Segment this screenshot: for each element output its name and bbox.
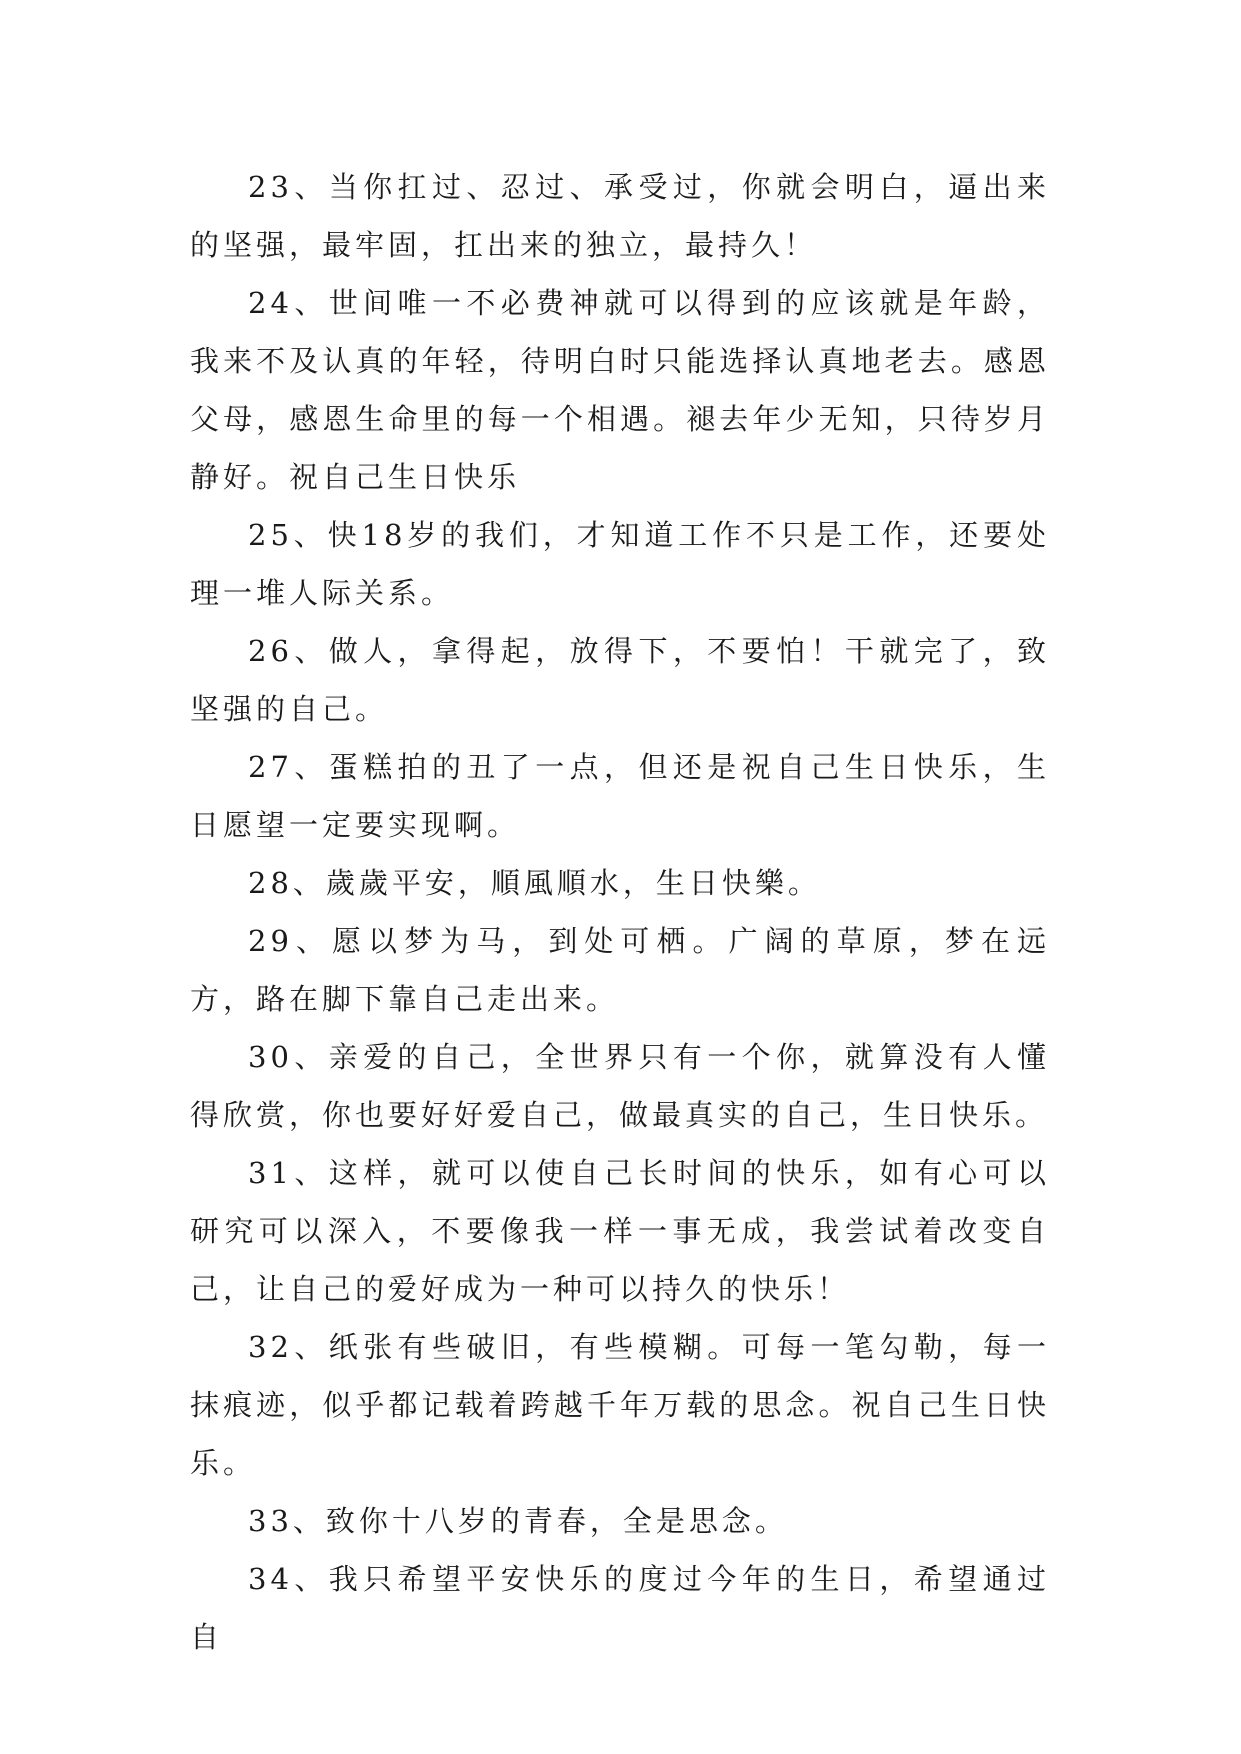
- document-body: [190, 158, 1050, 1666]
- paragraph-25: 25、快18岁的我们，才知道工作不只是工作，还要处理一堆人际关系。: [190, 518, 1050, 610]
- paragraph-32: 32、纸张有些破旧，有些模糊。可每一笔勾勒，每一抹痕迹，似乎都记载着跨越千年万载的思念。祝自己生日快乐。: [190, 1330, 1050, 1480]
- paragraph-26: 26、做人，拿得起，放得下，不要怕！干就完了，致坚强的自己。: [190, 634, 1050, 726]
- paragraph-29: 29、愿以梦为马，到处可栖。广阔的草原，梦在远方，路在脚下靠自己走出来。: [190, 924, 1050, 1016]
- paragraph-31: 31、这样，就可以使自己长时间的快乐，如有心可以研究可以深入，不要像我一样一事无成，我尝试着改变自己，让自己的爱好成为一种可以持久的快乐！: [190, 1156, 1050, 1306]
- paragraph-33: 33、致你十八岁的青春，全是思念。: [248, 1504, 788, 1538]
- paragraph-30: 30、亲爱的自己，全世界只有一个你，就算没有人懂得欣赏，你也要好好爱自己，做最真实的自己，生日快乐。: [190, 1040, 1050, 1132]
- paragraph-34: 34、我只希望平安快乐的度过今年的生日，希望通过自: [190, 1562, 1050, 1654]
- paragraph-28: 28、歲歲平安，順風順水，生日快樂。: [248, 866, 821, 900]
- paragraph-27: 27、蛋糕拍的丑了一点，但还是祝自己生日快乐，生日愿望一定要实现啊。: [190, 750, 1050, 842]
- paragraph-24: 24、世间唯一不必费神就可以得到的应该就是年龄，我来不及认真的年轻，待明白时只能选择认真地老去。感恩父母，感恩生命里的每一个相遇。褪去年少无知，只待岁月静好。祝自己生日快乐: [190, 286, 1050, 494]
- paragraph-23: 23、当你扛过、忍过、承受过，你就会明白，逼出来的坚强，最牢固，扛出来的独立，最持久！: [190, 170, 1050, 262]
